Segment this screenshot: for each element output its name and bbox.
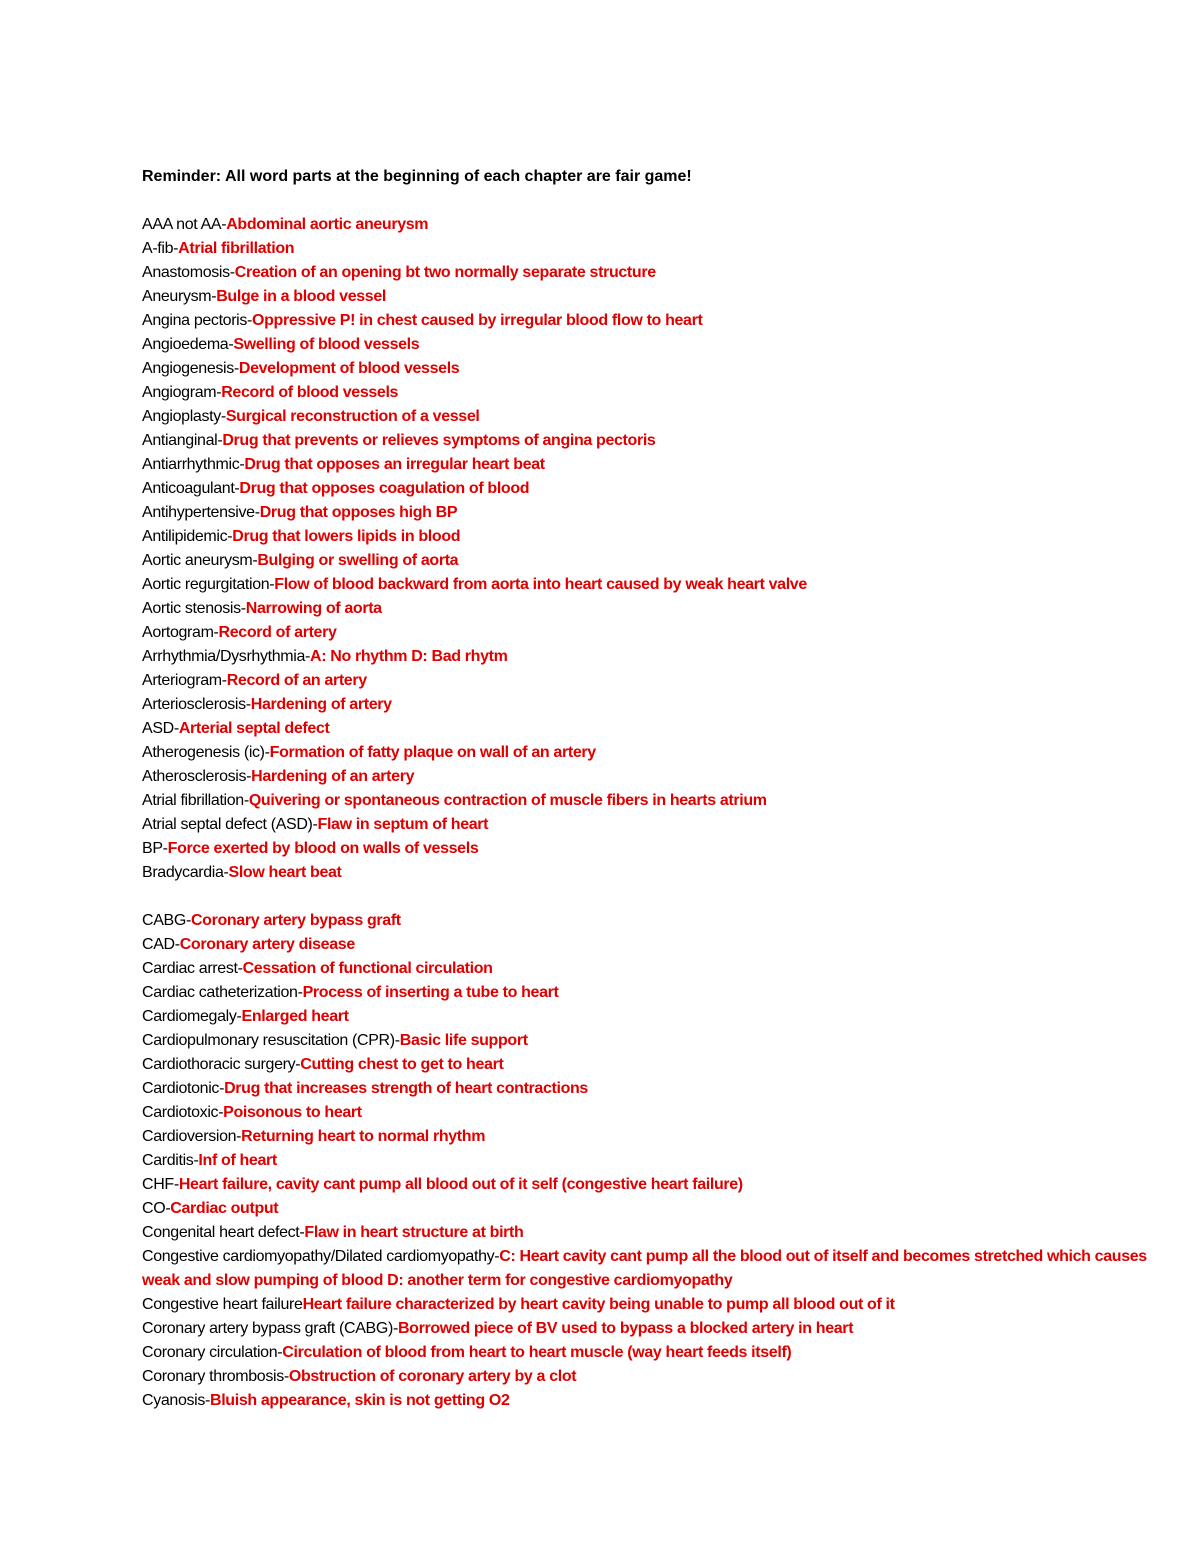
entry-term: Congestive cardiomyopathy/Dilated cardiomyopathy xyxy=(142,1248,495,1265)
entry-term: Cardiopulmonary resuscitation (CPR) xyxy=(142,1032,395,1049)
entry-term: Angiogenesis xyxy=(142,360,234,377)
entry-definition: Flaw in heart structure at birth xyxy=(304,1224,524,1241)
glossary-entry xyxy=(142,1341,1152,1365)
entry-term: Cardiac arrest xyxy=(142,960,238,977)
glossary-entry xyxy=(142,477,1152,501)
entry-separator: - xyxy=(252,552,258,569)
glossary-entry xyxy=(142,525,1152,549)
entry-separator: - xyxy=(165,1200,171,1217)
entry-separator: - xyxy=(239,456,245,473)
glossary-entry xyxy=(142,813,1152,837)
entry-definition: Development of blood vessels xyxy=(238,360,460,377)
glossary-entry xyxy=(142,741,1152,765)
document-content xyxy=(142,165,1152,1413)
entry-separator: - xyxy=(211,288,217,305)
entry-term: Atherosclerosis xyxy=(142,768,247,785)
glossary-entry xyxy=(142,909,1152,933)
glossary-entry xyxy=(142,285,1152,309)
entry-definition: Borrowed piece of BV used to bypass a blocked artery in heart xyxy=(397,1320,854,1337)
glossary-entry xyxy=(142,957,1152,981)
entry-term: Carditis xyxy=(142,1152,194,1169)
entry-separator: - xyxy=(233,360,239,377)
entry-definition: Drug that lowers lipids in blood xyxy=(232,528,461,545)
glossary-entry xyxy=(142,1197,1152,1221)
glossary-entry xyxy=(142,429,1152,453)
entry-term: Arrhythmia/Dysrhythmia xyxy=(142,648,306,665)
glossary-entry xyxy=(142,789,1152,813)
entry-definition: Drug that increases strength of heart contractions xyxy=(224,1080,588,1097)
entry-separator: - xyxy=(173,240,179,257)
entry-definition: Bulging or swelling of aorta xyxy=(257,552,459,569)
entry-separator: - xyxy=(234,480,240,497)
entry-separator: - xyxy=(218,1104,224,1121)
glossary-entry xyxy=(142,1389,1152,1413)
glossary-entry xyxy=(142,645,1152,669)
entry-term: Coronary circulation xyxy=(142,1344,278,1361)
entry-term: Cardiotoxic xyxy=(142,1104,219,1121)
entry-definition: Process of inserting a tube to heart xyxy=(302,984,559,1001)
glossary-entry xyxy=(142,1125,1152,1149)
entry-term: Anticoagulant xyxy=(142,480,235,497)
entry-definition: Coronary artery bypass graft xyxy=(190,912,401,929)
entry-term: ASD xyxy=(142,720,174,737)
entry-term: Atrial septal defect (ASD) xyxy=(142,816,313,833)
entry-definition: Abdominal aortic aneurysm xyxy=(226,216,429,233)
entry-definition: Cessation of functional circulation xyxy=(242,960,493,977)
entry-separator: - xyxy=(220,408,226,425)
entry-separator: - xyxy=(173,1176,179,1193)
entry-definition: Cardiac output xyxy=(170,1200,279,1217)
entry-term: Aortic stenosis xyxy=(142,600,241,617)
entry-separator: - xyxy=(237,960,243,977)
entry-definition: Swelling of blood vessels xyxy=(233,336,420,353)
entry-definition: Bulge in a blood vessel xyxy=(216,288,386,305)
glossary-entry xyxy=(142,357,1152,381)
entry-separator: - xyxy=(229,264,235,281)
glossary-entry xyxy=(142,693,1152,717)
glossary-entry xyxy=(142,405,1152,429)
glossary-entry xyxy=(142,261,1152,285)
entry-definition: Hardening of artery xyxy=(250,696,392,713)
entry-term: Antilipidemic xyxy=(142,528,228,545)
entry-definition: Basic life support xyxy=(399,1032,528,1049)
entry-definition: Heart failure, cavity cant pump all blood out of it self (congestive heart failure) xyxy=(178,1176,743,1193)
entry-term: Aneurysm xyxy=(142,288,212,305)
entry-term: Angioedema xyxy=(142,336,229,353)
entry-separator: - xyxy=(173,720,179,737)
entry-definition: Poisonous to heart xyxy=(223,1104,362,1121)
entry-definition: Circulation of blood from heart to heart muscle (way heart feeds itself) xyxy=(282,1344,792,1361)
entry-separator: - xyxy=(221,216,227,233)
entry-definition: Enlarged heart xyxy=(241,1008,349,1025)
glossary-entry xyxy=(142,573,1152,597)
entry-separator: - xyxy=(297,984,303,1001)
entry-definition: A: No rhythm D: Bad rhytm xyxy=(310,648,508,665)
entry-term: Arteriosclerosis xyxy=(142,696,246,713)
entry-term: Atherogenesis (ic) xyxy=(142,744,265,761)
entry-separator: - xyxy=(240,600,246,617)
entry-separator: - xyxy=(299,1224,305,1241)
entry-separator: - xyxy=(227,528,233,545)
glossary-entry xyxy=(142,1245,1152,1293)
entry-definition: Drug that prevents or relieves symptoms of angina pectoris xyxy=(222,432,656,449)
entry-term: Cardiotonic xyxy=(142,1080,220,1097)
entry-definition: Cutting chest to get to heart xyxy=(300,1056,504,1073)
term-groups xyxy=(142,213,1152,1413)
glossary-entry xyxy=(142,333,1152,357)
entry-definition: Formation of fatty plaque on wall of an artery xyxy=(269,744,596,761)
entry-term: Cardiac catheterization xyxy=(142,984,298,1001)
entry-separator: - xyxy=(246,768,252,785)
entry-definition: Narrowing of aorta xyxy=(245,600,382,617)
entry-definition: Inf of heart xyxy=(198,1152,277,1169)
entry-term: Aortic regurgitation xyxy=(142,576,270,593)
entry-term: Cardiothoracic surgery xyxy=(142,1056,296,1073)
glossary-entry xyxy=(142,549,1152,573)
glossary-entry xyxy=(142,717,1152,741)
entry-separator: - xyxy=(162,840,168,857)
glossary-entry xyxy=(142,621,1152,645)
glossary-entry xyxy=(142,309,1152,333)
glossary-entry xyxy=(142,933,1152,957)
entry-definition: Bluish appearance, skin is not getting O2 xyxy=(210,1392,510,1409)
entry-term: Angioplasty xyxy=(142,408,221,425)
entry-separator: - xyxy=(223,864,229,881)
entry-definition: Returning heart to normal rhythm xyxy=(241,1128,486,1145)
entry-separator: - xyxy=(305,648,310,665)
entry-term: Aortic aneurysm xyxy=(142,552,253,569)
group-spacer xyxy=(142,885,1152,909)
entry-separator: - xyxy=(245,696,251,713)
entry-definition: Heart failure characterized by heart cavity being unable to pump all blood out of it xyxy=(302,1296,895,1313)
entry-term: Antiarrhythmic xyxy=(142,456,240,473)
glossary-entry xyxy=(142,1101,1152,1125)
entry-definition: Obstruction of coronary artery by a clot xyxy=(288,1368,577,1385)
entry-definition: Quivering or spontaneous contraction of muscle fibers in hearts atrium xyxy=(248,792,767,809)
entry-separator: - xyxy=(494,1248,500,1265)
entry-separator: - xyxy=(236,1128,242,1145)
glossary-entry xyxy=(142,237,1152,261)
glossary-entry xyxy=(142,981,1152,1005)
entry-term: Coronary artery bypass graft (CABG) xyxy=(142,1320,393,1337)
glossary-entry xyxy=(142,1005,1152,1029)
entry-separator: - xyxy=(254,504,260,521)
glossary-entry xyxy=(142,1317,1152,1341)
glossary-entry xyxy=(142,861,1152,885)
entry-term: Cyanosis xyxy=(142,1392,206,1409)
glossary-entry xyxy=(142,1365,1152,1389)
entry-definition: Flow of blood backward from aorta into heart caused by weak heart valve xyxy=(274,576,807,593)
entry-separator: - xyxy=(193,1152,199,1169)
entry-term: CHF xyxy=(142,1176,174,1193)
entry-term: CABG xyxy=(142,912,186,929)
entry-term: Cardiomegaly xyxy=(142,1008,237,1025)
entry-term: Anastomosis xyxy=(142,264,230,281)
glossary-entry xyxy=(142,381,1152,405)
entry-term: Angiogram xyxy=(142,384,217,401)
entry-definition: Surgical reconstruction of a vessel xyxy=(225,408,480,425)
term-group xyxy=(142,213,1152,885)
glossary-entry xyxy=(142,669,1152,693)
glossary-entry xyxy=(142,765,1152,789)
entry-separator: - xyxy=(312,816,318,833)
entry-separator: - xyxy=(216,384,222,401)
entry-term: Arteriogram xyxy=(142,672,222,689)
entry-separator: - xyxy=(219,1080,225,1097)
entry-definition: Record of an artery xyxy=(226,672,367,689)
entry-term: Aortogram xyxy=(142,624,214,641)
glossary-entry xyxy=(142,1077,1152,1101)
glossary-entry xyxy=(142,1293,1152,1317)
entry-term: Atrial fibrillation xyxy=(142,792,244,809)
entry-definition: Force exerted by blood on walls of vessels xyxy=(167,840,479,857)
glossary-entry xyxy=(142,1173,1152,1197)
glossary-entry xyxy=(142,213,1152,237)
entry-term: Cardioversion xyxy=(142,1128,237,1145)
entry-definition: Flaw in septum of heart xyxy=(317,816,489,833)
entry-definition: Creation of an opening bt two normally separate structure xyxy=(234,264,656,281)
entry-definition: Drug that opposes an irregular heart beat xyxy=(244,456,545,473)
entry-term: Antianginal xyxy=(142,432,218,449)
entry-definition: Atrial fibrillation xyxy=(178,240,295,257)
entry-separator: - xyxy=(295,1056,301,1073)
entry-separator: - xyxy=(213,624,219,641)
entry-separator: - xyxy=(269,576,275,593)
entry-term: Coronary thrombosis xyxy=(142,1368,284,1385)
entry-definition: Record of artery xyxy=(218,624,337,641)
entry-separator: - xyxy=(264,744,270,761)
entry-definition: Drug that opposes coagulation of blood xyxy=(239,480,530,497)
glossary-entry xyxy=(142,453,1152,477)
entry-definition: Slow heart beat xyxy=(228,864,342,881)
entry-separator: - xyxy=(236,1008,242,1025)
entry-term: Antihypertensive xyxy=(142,504,255,521)
entry-term: BP xyxy=(142,840,163,857)
entry-term: A-fib xyxy=(142,240,174,257)
entry-term: Congestive heart failure xyxy=(142,1296,303,1313)
entry-definition: Arterial septal defect xyxy=(178,720,330,737)
entry-separator: - xyxy=(221,672,227,689)
entry-separator: - xyxy=(243,792,249,809)
entry-separator: - xyxy=(205,1392,210,1409)
entry-separator: - xyxy=(392,1320,398,1337)
entry-term: Angina pectoris xyxy=(142,312,248,329)
entry-separator: - xyxy=(185,912,191,929)
entry-term: Congenital heart defect xyxy=(142,1224,300,1241)
entry-separator: - xyxy=(394,1032,400,1049)
entry-separator: - xyxy=(228,336,234,353)
term-group xyxy=(142,909,1152,1413)
glossary-entry xyxy=(142,1029,1152,1053)
glossary-entry xyxy=(142,597,1152,621)
entry-separator: - xyxy=(247,312,253,329)
entry-definition: Oppressive P! in chest caused by irregular blood flow to heart xyxy=(252,312,703,329)
entry-definition: C: Heart cavity cant pump all the blood out of itself and becomes stretched which causes weak and slow pumping of blood D: another term for congestive cardiomyopathy xyxy=(142,1248,1147,1289)
entry-definition: Coronary artery disease xyxy=(179,936,355,953)
entry-definition: Drug that opposes high BP xyxy=(259,504,458,521)
entry-separator: - xyxy=(283,1368,289,1385)
glossary-entry xyxy=(142,1221,1152,1245)
reminder-heading: Reminder: All word parts at the beginning of each chapter are fair game! xyxy=(142,168,692,185)
entry-separator: - xyxy=(277,1344,283,1361)
entry-term: CO xyxy=(142,1200,166,1217)
glossary-entry xyxy=(142,1149,1152,1173)
entry-separator: - xyxy=(217,432,223,449)
entry-term: Bradycardia xyxy=(142,864,224,881)
entry-definition: Hardening of an artery xyxy=(251,768,415,785)
entry-definition: Record of blood vessels xyxy=(221,384,399,401)
glossary-entry xyxy=(142,1053,1152,1077)
entry-term: CAD xyxy=(142,936,175,953)
glossary-entry xyxy=(142,837,1152,861)
entry-term: AAA not AA xyxy=(142,216,222,233)
entry-separator: - xyxy=(174,936,180,953)
glossary-entry xyxy=(142,501,1152,525)
